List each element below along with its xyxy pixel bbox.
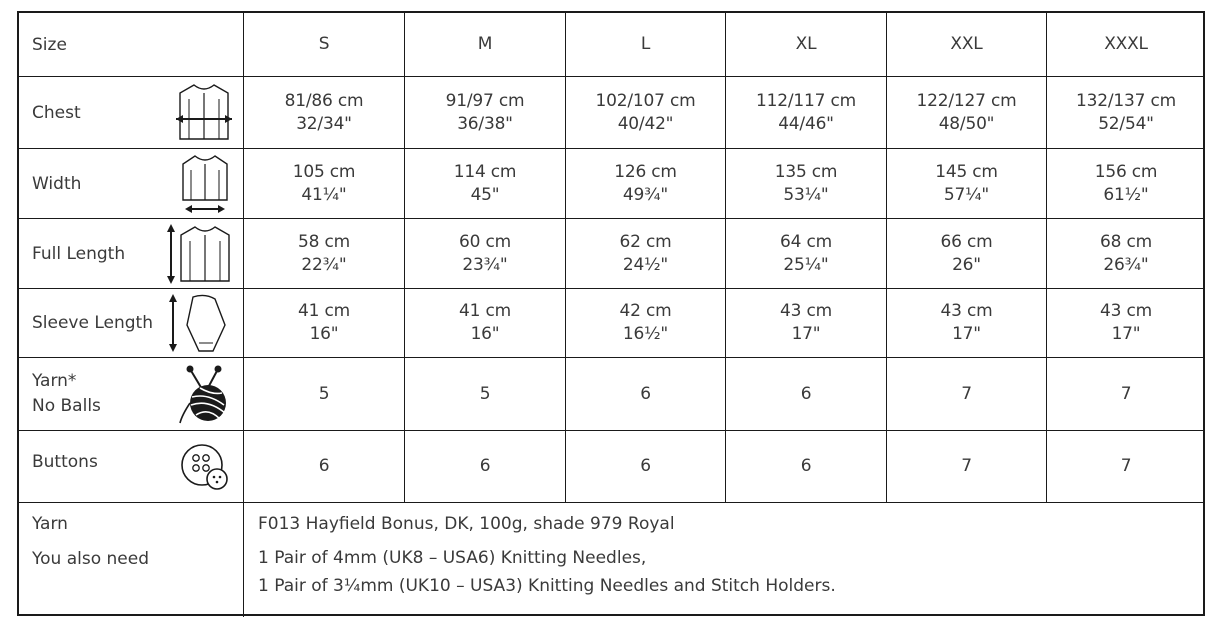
size-xxl: XXL — [950, 34, 983, 54]
sleeve-length-label: Sleeve Length — [32, 313, 153, 333]
size-s: S — [318, 34, 330, 54]
full-length-s: 58 cm 22¾" — [298, 231, 350, 275]
needles-line-1: 1 Pair of 4mm (UK8 – USA6) Knitting Needles, — [258, 548, 647, 568]
sleeve-length-xxl: 43 cm 17" — [940, 301, 993, 344]
sleeve-length-m: 41 cm 16" — [459, 301, 511, 344]
full-length-xl: 64 cm 25¼" — [780, 231, 832, 275]
size-xxxl: XXXL — [1104, 34, 1148, 54]
also-need-label: You also need — [32, 549, 149, 569]
sleeve-length-icon — [165, 291, 231, 355]
yarn-balls-s: 5 — [318, 383, 330, 404]
yarn-ball-icon — [178, 363, 232, 425]
sleeve-length-l: 42 cm 16½" — [619, 301, 672, 344]
buttons-label: Buttons — [32, 451, 98, 472]
full-length-label: Full Length — [32, 243, 126, 264]
button-icon — [179, 441, 231, 493]
width-xxxl: 156 cm 61½" — [1094, 161, 1158, 205]
sleeve-length-xxxl: 43 cm 17" — [1100, 301, 1152, 344]
garment-chest-icon — [174, 81, 234, 145]
yarn-value: F013 Hayfield Bonus, DK, 100g, shade 979 Royal — [258, 514, 675, 534]
full-length-l: 62 cm 24½" — [619, 231, 672, 275]
size-xl: XL — [795, 34, 817, 54]
yarn-label: Yarn — [32, 514, 68, 534]
yarn-balls-xl: 6 — [800, 383, 812, 404]
chest-xl: 112/117 cm 44/46" — [756, 90, 856, 134]
width-s: 105 cm 41¼" — [292, 161, 356, 205]
width-xl: 135 cm 53¼" — [774, 161, 838, 205]
buttons-xxxl: 7 — [1120, 456, 1132, 476]
yarn-balls-l: 6 — [640, 383, 651, 404]
width-xxl: 145 cm 57¼" — [935, 161, 998, 205]
buttons-m: 6 — [479, 456, 491, 476]
yarn-balls-xxl: 7 — [961, 383, 972, 404]
size-m: M — [477, 34, 493, 54]
full-length-xxxl: 68 cm 26¾" — [1100, 231, 1152, 275]
size-l: L — [640, 34, 651, 54]
chest-xxxl: 132/137 cm 52/54" — [1076, 90, 1176, 134]
yarn-balls-m: 5 — [479, 383, 491, 404]
garment-width-icon — [177, 152, 233, 216]
chest-m: 91/97 cm 36/38" — [445, 90, 525, 134]
sleeve-length-xl: 43 cm 17" — [780, 301, 832, 344]
garment-length-icon — [163, 221, 235, 287]
needles-line-2: 1 Pair of 3¼mm (UK10 – USA3) Knitting Needles and Stitch Holders. — [258, 576, 836, 596]
width-label: Width — [32, 173, 82, 194]
buttons-l: 6 — [640, 456, 651, 476]
chest-xxl: 122/127 cm 48/50" — [916, 90, 1017, 134]
width-m: 114 cm 45" — [453, 161, 517, 205]
size-label: Size — [32, 34, 67, 55]
yarn-balls-xxxl: 7 — [1120, 383, 1132, 404]
full-length-m: 60 cm 23¾" — [459, 231, 511, 275]
chest-l: 102/107 cm 40/42" — [595, 90, 696, 134]
chest-label: Chest — [32, 102, 81, 123]
buttons-xl: 6 — [800, 456, 812, 476]
sleeve-length-s: 41 cm 16" — [298, 301, 350, 344]
buttons-s: 6 — [318, 456, 330, 476]
full-length-xxl: 66 cm 26" — [940, 231, 993, 275]
buttons-xxl: 7 — [961, 456, 972, 476]
yarn-balls-label: Yarn* No Balls — [32, 371, 101, 416]
chest-s: 81/86 cm 32/34" — [284, 90, 364, 134]
width-l: 126 cm 49¾" — [614, 161, 677, 205]
size-chart-table — [17, 11, 1205, 616]
